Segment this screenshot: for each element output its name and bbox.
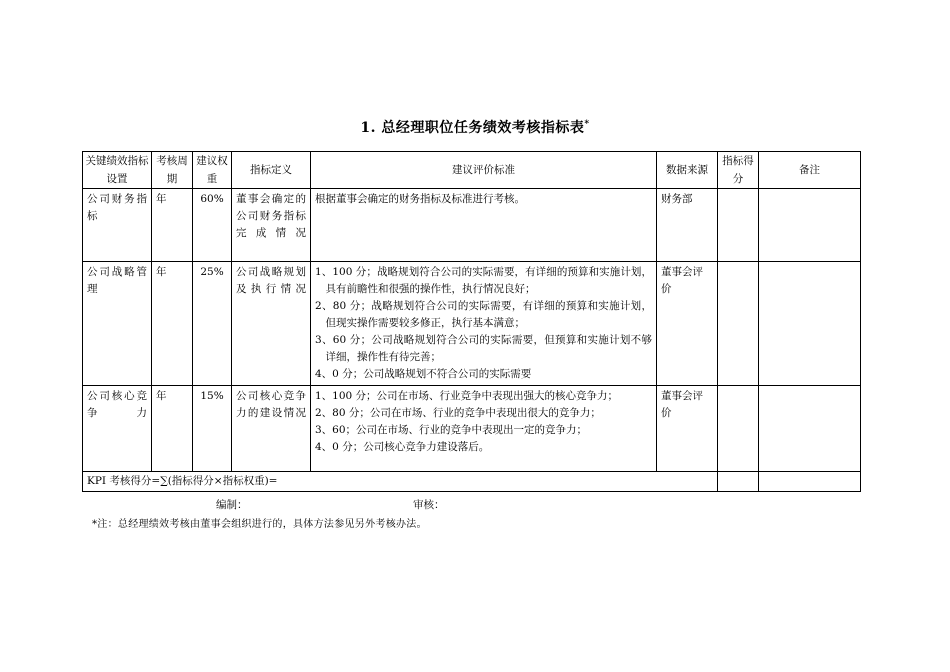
title-text: 1. 总经理职位任务绩效考核指标表 [360,120,585,136]
criteria-item: 1、100 分；战略规划符合公司的实际需要，有详细的预算和实施计划，具有前瞻性和很强的操作性，执行情况良好； [315,266,652,295]
indicator-cell: 公司财务指标 [83,189,152,262]
table-header-row [83,152,861,189]
reviewer-label: 审核： [413,499,445,511]
criteria-cell [311,189,657,262]
definition-cell: 公司战略规划及执行情况 [232,262,311,386]
remark-cell [759,262,861,386]
criteria-item: 2、80 分；公司在市场、行业的竞争中表现出很大的竞争力； [315,407,601,419]
period-cell: 年 [152,189,193,262]
header-remark: 备注 [759,152,861,189]
definition-cell: 董事会确定的公司财务指标完成情况 [232,189,311,262]
definition-cell: 公司核心竞争力的建设情况 [232,386,311,472]
editor-label: 编制： [216,499,248,511]
criteria-item: 4、0 分；公司战略规划不符合公司的实际需要 [315,368,532,380]
criteria-cell [311,386,657,472]
source-cell: 董事会评价 [657,386,718,472]
kpi-table [82,151,861,492]
criteria-item: 3、60；公司在市场、行业的竞争中表现出一定的竞争力； [315,424,588,436]
criteria-item: 根据董事会确定的财务指标及标准进行考核。 [315,193,525,205]
remark-cell [759,386,861,472]
period-cell: 年 [152,262,193,386]
remark-cell [759,189,861,262]
indicator-cell: 公司核心竞争力 [83,386,152,472]
kpi-formula: KPI 考核得分=∑(指标得分×指标权重)= [83,472,718,492]
table-row [83,262,861,386]
header-indicator: 关键绩效指标设置 [83,152,152,189]
criteria-item: 3、60 分；公司战略规划符合公司的实际需要，但预算和实施计划不够详细，操作性有待完善； [315,334,652,363]
header-definition: 指标定义 [232,152,311,189]
footnote: *注：总经理绩效考核由董事会组织进行的，具体方法参见另外考核办法。 [92,519,427,530]
table-row [83,386,861,472]
criteria-item: 1、100 分；公司在市场、行业竞争中表现出强大的核心竞争力； [315,390,619,402]
weight-cell: 60% [193,189,232,262]
table-row [83,189,861,262]
title-footnote-mark: * [584,119,590,130]
kpi-remark-cell [759,472,861,492]
header-criteria: 建议评价标准 [311,152,657,189]
weight-cell: 25% [193,262,232,386]
header-source: 数据来源 [657,152,718,189]
indicator-cell: 公司战略管理 [83,262,152,386]
source-cell: 董事会评价 [657,262,718,386]
score-cell [718,386,759,472]
source-cell: 财务部 [657,189,718,262]
header-period: 考核周期 [152,152,193,189]
weight-cell: 15% [193,386,232,472]
criteria-item: 4、0 分；公司核心竞争力建设落后。 [315,441,490,453]
header-score: 指标得分 [718,152,759,189]
score-cell [718,189,759,262]
criteria-cell [311,262,657,386]
criteria-item: 2、80 分；战略规划符合公司的实际需要，有详细的预算和实施计划，但现实操作需要较多修正，执行基本满意； [315,300,652,329]
score-cell [718,262,759,386]
header-weight: 建议权重 [193,152,232,189]
kpi-score-cell [718,472,759,492]
page-title [0,117,950,137]
kpi-total-row [83,472,861,492]
period-cell: 年 [152,386,193,472]
